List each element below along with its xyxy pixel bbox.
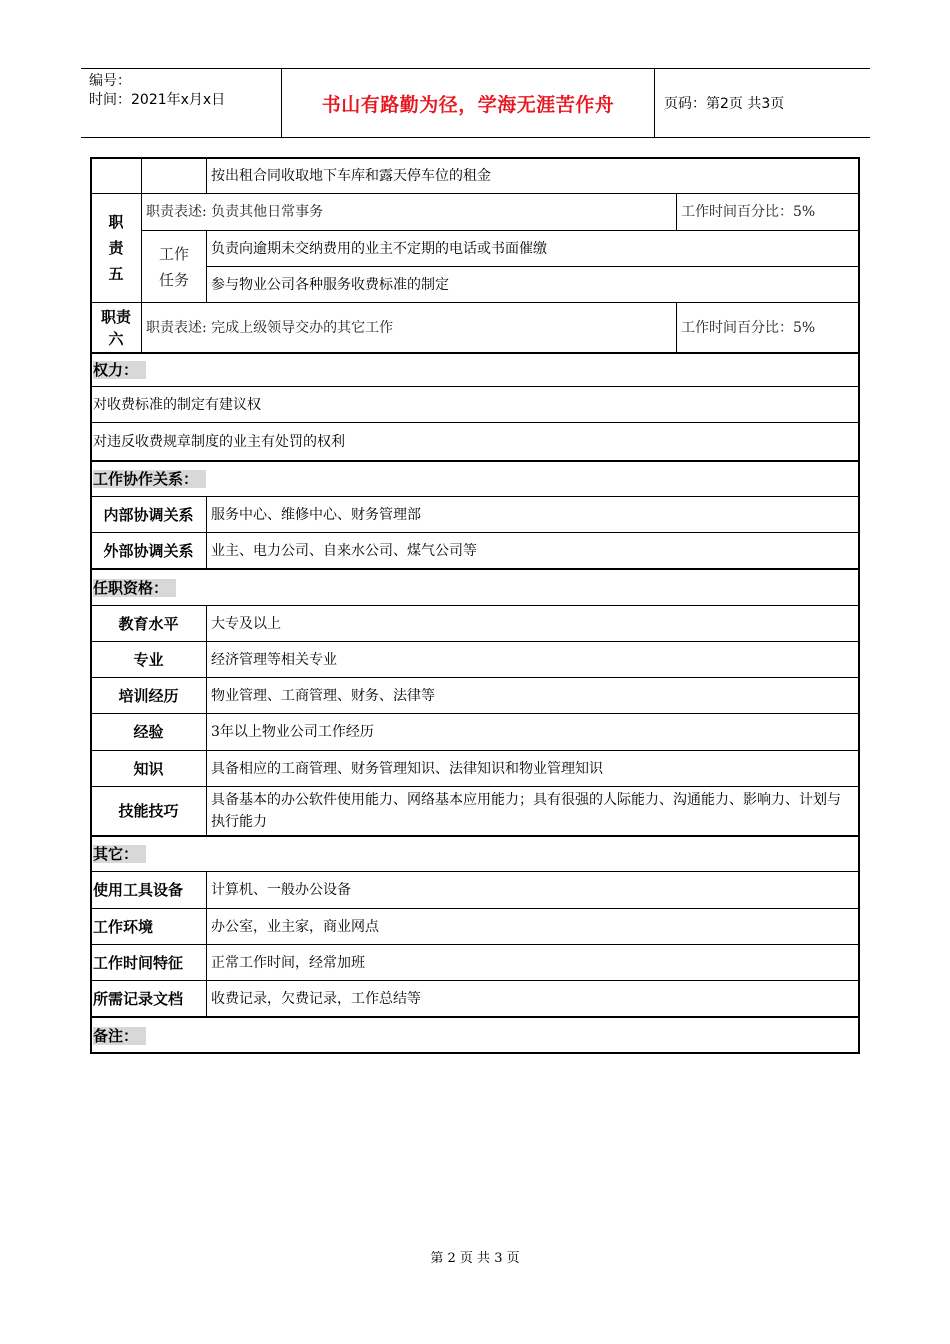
other-tools-label: 使用工具设备 <box>90 871 207 909</box>
authority-item-1: 对收费标准的制定有建议权 <box>90 386 860 423</box>
duty5-description: 职责表述: 负责其他日常事务 <box>141 193 677 231</box>
document-time-label: 时间：2021年x月x日 <box>89 92 226 108</box>
other-records-label: 所需记录文档 <box>90 980 207 1017</box>
remarks-title: 备注： <box>93 1027 146 1045</box>
qual-training-label: 培训经历 <box>90 677 207 714</box>
duty5-task-top: 按出租合同收取地下车库和露天停车位的租金 <box>206 157 860 194</box>
duty6-description: 职责表述: 完成上级领导交办的其它工作 <box>141 302 677 353</box>
header-meta <box>81 69 282 137</box>
duty5-label <box>90 193 142 303</box>
header-motto: 书山有路勤为径，学海无涯苦作舟 <box>282 69 655 137</box>
page-header <box>81 68 870 138</box>
qual-skills-value: 具备基本的办公软件使用能力、网络基本应用能力；具有很强的人际能力、沟通能力、影响力、计划与执行能力 <box>206 786 860 836</box>
coop-internal-value: 服务中心、维修中心、财务管理部 <box>206 496 860 533</box>
qual-training-value: 物业管理、工商管理、财务、法律等 <box>206 677 860 714</box>
duty6-label-text: 职责 六 <box>100 307 131 348</box>
qual-major-label: 专业 <box>90 641 207 678</box>
remarks-section-title <box>90 1016 860 1054</box>
header-page-info: 页码：第2页 共3页 <box>664 96 785 112</box>
qualification-section-title <box>90 568 860 606</box>
coop-internal-label: 内部协调关系 <box>90 496 207 533</box>
duty6-time-pct: 工作时间百分比：5% <box>676 302 860 353</box>
other-environment-label: 工作环境 <box>90 908 207 945</box>
duty5-time-pct: 工作时间百分比：5% <box>676 193 860 231</box>
duty5-task-label-text: 工作 任务 <box>158 244 189 289</box>
duty5-task-label <box>141 230 207 303</box>
qualification-title: 任职资格： <box>93 579 176 597</box>
other-title: 其它： <box>93 845 146 863</box>
qual-knowledge-value: 具备相应的工商管理、财务管理知识、法律知识和物业管理知识 <box>206 750 860 787</box>
other-tools-value: 计算机、一般办公设备 <box>206 871 860 909</box>
duty6-label <box>90 302 142 353</box>
qual-experience-value: 3年以上物业公司工作经历 <box>206 713 860 751</box>
qual-experience-label: 经验 <box>90 713 207 751</box>
page-footer: 第 2 页 共 3 页 <box>430 1251 520 1266</box>
qual-education-label: 教育水平 <box>90 605 207 642</box>
coop-external-value: 业主、电力公司、自来水公司、煤气公司等 <box>206 532 860 569</box>
qual-knowledge-label: 知识 <box>90 750 207 787</box>
other-worktime-value: 正常工作时间，经常加班 <box>206 944 860 981</box>
authority-title: 权力： <box>93 361 146 379</box>
duty5-label-text: 职 责 五 <box>108 213 124 283</box>
authority-section-title <box>90 352 860 387</box>
coop-external-label: 外部协调关系 <box>90 532 207 569</box>
job-description-form <box>90 157 860 1054</box>
cooperation-title: 工作协作关系： <box>93 470 206 488</box>
duty5-task-2: 参与物业公司各种服务收费标准的制定 <box>206 266 860 303</box>
qual-skills-label: 技能技巧 <box>90 786 207 836</box>
other-records-value: 收费记录，欠费记录，工作总结等 <box>206 980 860 1017</box>
document-number-label: 编号： <box>89 73 131 89</box>
other-worktime-label: 工作时间特征 <box>90 944 207 981</box>
other-environment-value: 办公室，业主家，商业网点 <box>206 908 860 945</box>
other-section-title <box>90 835 860 872</box>
qual-education-value: 大专及以上 <box>206 605 860 642</box>
cooperation-section-title <box>90 460 860 497</box>
duty-label-cell-empty <box>90 157 142 194</box>
task-label-cell-empty <box>141 157 207 194</box>
qual-major-value: 经济管理等相关专业 <box>206 641 860 678</box>
authority-item-2: 对违反收费规章制度的业主有处罚的权利 <box>90 422 860 461</box>
duty5-task-1: 负责向逾期未交纳费用的业主不定期的电话或书面催缴 <box>206 230 860 267</box>
